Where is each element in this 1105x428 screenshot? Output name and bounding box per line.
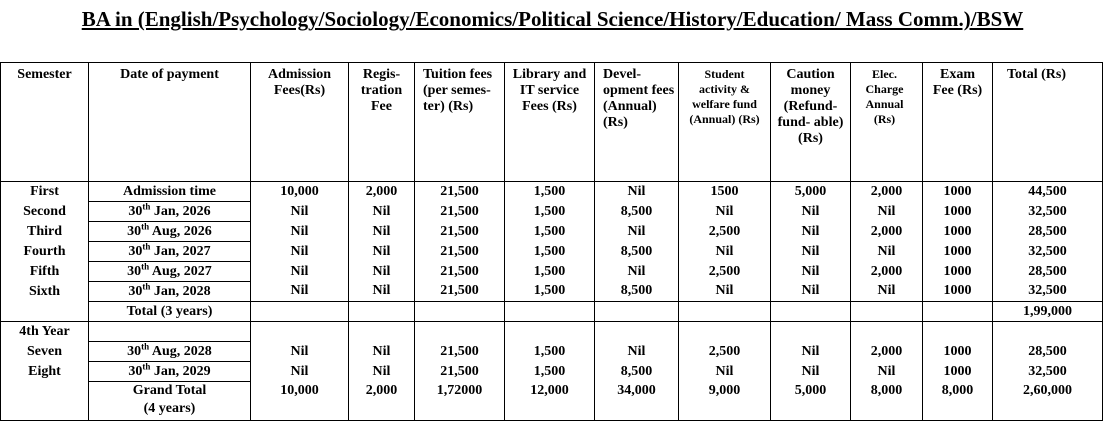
- empty-cell: [923, 322, 993, 342]
- empty-cell: [349, 302, 415, 322]
- grand-total-row: [1, 382, 1103, 421]
- grand-admission-cell: 10,000: [251, 382, 349, 421]
- date-rest: Aug, 2028: [149, 343, 212, 359]
- development-cell: 8,500: [595, 242, 679, 262]
- grand-library-cell: 12,000: [505, 382, 595, 421]
- activity-cell: 2,500: [679, 222, 771, 242]
- table-row: [1, 362, 1103, 382]
- empty-cell: [851, 302, 923, 322]
- grand-registration-cell: 2,000: [349, 382, 415, 421]
- registration-cell: Nil: [349, 202, 415, 222]
- registration-cell: Nil: [349, 262, 415, 282]
- header-total: Total (Rs): [993, 63, 1103, 182]
- empty-cell: [679, 322, 771, 342]
- date-cell: [89, 242, 251, 262]
- header-semester: Semester: [1, 63, 89, 182]
- total-cell: 44,500: [993, 182, 1103, 202]
- tuition-cell: 21,500: [415, 222, 505, 242]
- header-registration: Regis- tration Fee: [349, 63, 415, 182]
- semester-cell: Eight: [1, 362, 89, 382]
- date-rest: Jan, 2027: [150, 243, 211, 259]
- caution-cell: Nil: [771, 242, 851, 262]
- empty-cell: [851, 322, 923, 342]
- caution-cell: Nil: [771, 202, 851, 222]
- table-row: [1, 202, 1103, 222]
- electric-cell: 2,000: [851, 222, 923, 242]
- activity-cell: Nil: [679, 282, 771, 302]
- semester-cell: [1, 382, 89, 421]
- grand-total-label: [89, 382, 251, 421]
- header-electric: Elec. Charge Annual (Rs): [851, 63, 923, 182]
- empty-cell: [415, 322, 505, 342]
- grand-electric-cell: 8,000: [851, 382, 923, 421]
- date-rest: Jan, 2028: [150, 283, 211, 299]
- date-suffix: th: [142, 280, 151, 291]
- exam-cell: 1000: [923, 182, 993, 202]
- date-suffix: th: [142, 360, 151, 371]
- date-cell: [89, 282, 251, 302]
- exam-cell: 1000: [923, 262, 993, 282]
- empty-cell: [679, 302, 771, 322]
- registration-cell: Nil: [349, 342, 415, 362]
- admission-cell: Nil: [251, 282, 349, 302]
- semester-cell: First: [1, 182, 89, 202]
- total-cell: 1,99,000: [993, 302, 1103, 322]
- semester-cell: Seven: [1, 342, 89, 362]
- empty-cell: [89, 322, 251, 342]
- header-development: Devel- opment fees (Annual) (Rs): [595, 63, 679, 182]
- semester-cell: Second: [1, 202, 89, 222]
- registration-cell: Nil: [349, 222, 415, 242]
- date-cell: [89, 182, 251, 202]
- date-day: 30: [127, 263, 142, 279]
- tuition-cell: 21,500: [415, 262, 505, 282]
- activity-cell: 2,500: [679, 342, 771, 362]
- date-day: 30: [128, 283, 143, 299]
- library-cell: 1,500: [505, 202, 595, 222]
- registration-cell: Nil: [349, 282, 415, 302]
- table-row: [1, 182, 1103, 202]
- grand-total-line1: Grand Total: [132, 383, 207, 398]
- date-rest: Aug, 2027: [149, 263, 212, 279]
- tuition-cell: 21,500: [415, 282, 505, 302]
- admission-cell: Nil: [251, 202, 349, 222]
- exam-cell: 1000: [923, 222, 993, 242]
- table-row: [1, 282, 1103, 302]
- admission-cell: Nil: [251, 242, 349, 262]
- library-cell: 1,500: [505, 362, 595, 382]
- caution-cell: Nil: [771, 222, 851, 242]
- admission-cell: Nil: [251, 262, 349, 282]
- header-date: Date of payment: [89, 63, 251, 182]
- empty-cell: [415, 302, 505, 322]
- tuition-cell: 21,500: [415, 182, 505, 202]
- empty-cell: [923, 302, 993, 322]
- date-day: 30: [128, 203, 143, 219]
- grand-tuition-cell: 1,72000: [415, 382, 505, 421]
- library-cell: 1,500: [505, 182, 595, 202]
- grand-development-cell: 34,000: [595, 382, 679, 421]
- development-cell: Nil: [595, 222, 679, 242]
- registration-cell: 2,000: [349, 182, 415, 202]
- total-label: Total (3 years): [89, 302, 251, 322]
- grand-total-line2: (4 years): [143, 401, 196, 416]
- library-cell: 1,500: [505, 262, 595, 282]
- development-cell: Nil: [595, 262, 679, 282]
- exam-cell: 1000: [923, 362, 993, 382]
- development-cell: Nil: [595, 342, 679, 362]
- semester-cell: Third: [1, 222, 89, 242]
- empty-cell: [505, 302, 595, 322]
- development-cell: Nil: [595, 182, 679, 202]
- fee-table: [0, 62, 1103, 421]
- total-cell: 28,500: [993, 262, 1103, 282]
- date-day: 30: [128, 243, 143, 259]
- total-cell: 32,500: [993, 202, 1103, 222]
- caution-cell: Nil: [771, 362, 851, 382]
- registration-cell: Nil: [349, 362, 415, 382]
- header-student-activity: Student activity & welfare fund (Annual) (Rs): [679, 63, 771, 182]
- activity-cell: 1500: [679, 182, 771, 202]
- development-cell: 8,500: [595, 202, 679, 222]
- total-cell: 28,500: [993, 342, 1103, 362]
- caution-cell: Nil: [771, 262, 851, 282]
- date-rest: Jan, 2029: [150, 363, 211, 379]
- date-rest: Jan, 2026: [150, 203, 211, 219]
- date-day: 30: [128, 363, 143, 379]
- grand-activity-cell: 9,000: [679, 382, 771, 421]
- library-cell: 1,500: [505, 342, 595, 362]
- date-suffix: th: [141, 340, 150, 351]
- total-cell: 28,500: [993, 222, 1103, 242]
- library-cell: 1,500: [505, 222, 595, 242]
- date-cell: [89, 202, 251, 222]
- semester-cell: Sixth: [1, 282, 89, 302]
- exam-cell: 1000: [923, 342, 993, 362]
- admission-cell: Nil: [251, 342, 349, 362]
- grand-caution-cell: 5,000: [771, 382, 851, 421]
- empty-cell: [505, 322, 595, 342]
- exam-cell: 1000: [923, 242, 993, 262]
- electric-cell: 2,000: [851, 182, 923, 202]
- electric-cell: Nil: [851, 202, 923, 222]
- library-cell: 1,500: [505, 242, 595, 262]
- electric-cell: 2,000: [851, 342, 923, 362]
- activity-cell: Nil: [679, 362, 771, 382]
- date-cell: [89, 222, 251, 242]
- caution-cell: 5,000: [771, 182, 851, 202]
- admission-cell: 10,000: [251, 182, 349, 202]
- date-suffix: th: [142, 200, 151, 211]
- date-suffix: th: [141, 260, 150, 271]
- date-rest: Aug, 2026: [149, 223, 212, 239]
- empty-cell: [771, 322, 851, 342]
- electric-cell: Nil: [851, 282, 923, 302]
- header-exam: Exam Fee (Rs): [923, 63, 993, 182]
- activity-cell: 2,500: [679, 262, 771, 282]
- semester-cell: Fourth: [1, 242, 89, 262]
- semester-cell: Fifth: [1, 262, 89, 282]
- header-caution-money: Caution money (Refund- fund- able) (Rs): [771, 63, 851, 182]
- date-day: 30: [127, 223, 142, 239]
- tuition-cell: 21,500: [415, 342, 505, 362]
- tuition-cell: 21,500: [415, 362, 505, 382]
- table-row: [1, 242, 1103, 262]
- header-tuition: Tuition fees (per semes- ter) (Rs): [415, 63, 505, 182]
- development-cell: 8,500: [595, 362, 679, 382]
- empty-cell: [349, 322, 415, 342]
- date-suffix: th: [142, 240, 151, 251]
- admission-cell: Nil: [251, 222, 349, 242]
- page-title: BA in (English/Psychology/Sociology/Economics/Political Science/History/Education/ Mass Comm.)/BSW: [81, 7, 1024, 31]
- tuition-cell: 21,500: [415, 202, 505, 222]
- empty-cell: [251, 302, 349, 322]
- grand-total-cell: 2,60,000: [993, 382, 1103, 421]
- electric-cell: Nil: [851, 242, 923, 262]
- empty-cell: [771, 302, 851, 322]
- caution-cell: Nil: [771, 282, 851, 302]
- date-cell: [89, 362, 251, 382]
- grand-exam-cell: 8,000: [923, 382, 993, 421]
- empty-cell: [251, 322, 349, 342]
- header-admission: Admission Fees(Rs): [251, 63, 349, 182]
- electric-cell: Nil: [851, 362, 923, 382]
- table-row: [1, 222, 1103, 242]
- activity-cell: Nil: [679, 202, 771, 222]
- fourth-year-label: 4th Year: [1, 322, 89, 342]
- date-cell: [89, 342, 251, 362]
- table-row: [1, 342, 1103, 362]
- empty-cell: [595, 302, 679, 322]
- registration-cell: Nil: [349, 242, 415, 262]
- total-cell: 32,500: [993, 282, 1103, 302]
- exam-cell: 1000: [923, 282, 993, 302]
- library-cell: 1,500: [505, 282, 595, 302]
- empty-cell: [993, 322, 1103, 342]
- date-suffix: th: [141, 220, 150, 231]
- caution-cell: Nil: [771, 342, 851, 362]
- total-3-years-row: [1, 302, 1103, 322]
- header-library: Library and IT service Fees (Rs): [505, 63, 595, 182]
- date-day: 30: [127, 343, 142, 359]
- fourth-year-row: [1, 322, 1103, 342]
- tuition-cell: 21,500: [415, 242, 505, 262]
- table-row: [1, 262, 1103, 282]
- total-cell: 32,500: [993, 362, 1103, 382]
- date-day: Admission time: [123, 183, 216, 199]
- date-cell: [89, 262, 251, 282]
- development-cell: 8,500: [595, 282, 679, 302]
- header-row: [1, 63, 1103, 182]
- activity-cell: Nil: [679, 242, 771, 262]
- exam-cell: 1000: [923, 202, 993, 222]
- total-cell: 32,500: [993, 242, 1103, 262]
- semester-cell: [1, 302, 89, 322]
- empty-cell: [595, 322, 679, 342]
- admission-cell: Nil: [251, 362, 349, 382]
- electric-cell: 2,000: [851, 262, 923, 282]
